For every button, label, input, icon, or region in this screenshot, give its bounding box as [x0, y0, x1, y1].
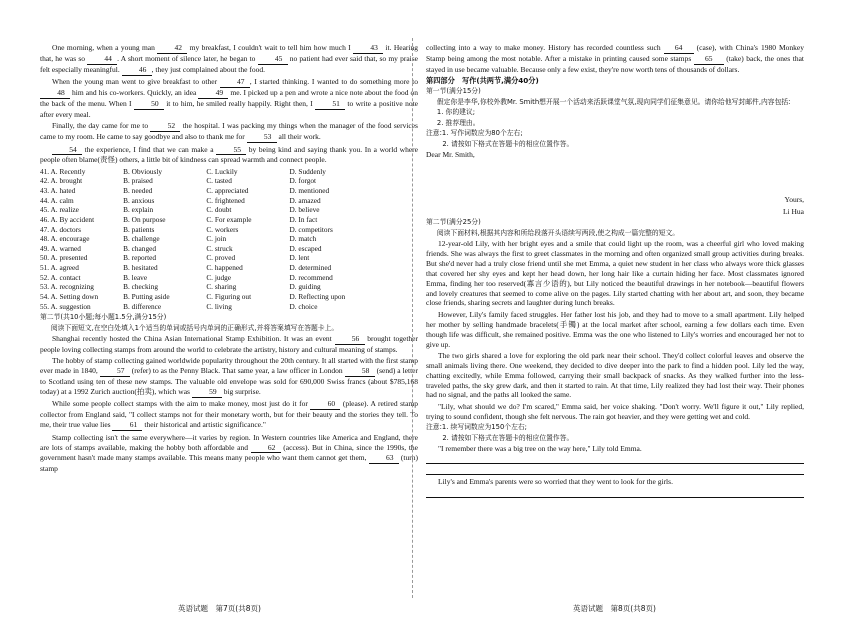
- answer-blank: 51: [315, 99, 345, 110]
- answer-blank: 55: [216, 145, 246, 156]
- story-para-1: 12-year-old Lily, with her bright eyes and a smile that could light up the room, was a cheerful girl who loved making friends. She was always the first to greet classmates in the morning and often organized small group activities during breaks. But she'd never had a truly close friend until she met Emma, a quiet new student in her class who always wore thick glasses that covered her shy eyes and kept her head down, her long hair like a curtain hiding her face. Most classmates ignored Emma, finding her too reserved(寡言少语的), but Lily noticed the beautiful drawings in her notebook—beautiful flowers and lovely creatures that seemed to come alive on the pages. Lily started chatting with her about art, and soon, they became close friends, sharing secrets and laughter during lunch breaks.: [426, 239, 804, 308]
- letter-closing: Yours,: [784, 195, 804, 205]
- answer-blank: 65: [694, 54, 724, 65]
- option-cell: C. struck: [206, 243, 233, 253]
- left-column: [40, 43, 418, 476]
- option-row: [40, 282, 418, 292]
- option-cell: C. For example: [206, 214, 252, 224]
- cloze-para-3: Finally, the day came for me to 52 the hospital. I was packing my things when the manager of the food services came to my room. He came to say goodbye and also to thank me for 53 all their work.: [40, 121, 418, 142]
- answer-blank: 61: [112, 420, 142, 431]
- option-cell: D. choice: [289, 301, 318, 311]
- option-cell: C. workers: [206, 224, 239, 234]
- continuation-note-2: 2. 请按如下格式在答题卡的相应位置作答。: [442, 433, 574, 442]
- option-cell: 43. A. hated: [40, 186, 76, 196]
- story-para-2: However, Lily's family faced struggles. Her father lost his job, and they had to move to a small apartment. Lily helped her mother by selling handmade bracelets(手镯) at the local market after school, earning a few dollars each time. Even though life was difficult, she remained positive. Emma was the one who listened to Lily's worries and encouraged her not to give up.: [426, 309, 804, 349]
- option-row: [40, 167, 418, 177]
- answer-blank: 47: [220, 77, 250, 88]
- option-cell: B. checking: [123, 282, 159, 292]
- continuation-start-2: Lily's and Emma's parents were so worried that they went to look for the girls.: [438, 477, 673, 487]
- answer-blank: 42: [157, 43, 187, 54]
- option-cell: 51. A. agreed: [40, 263, 79, 273]
- writing-note-2: 2. 请按如下格式在答题卡的相应位置作答。: [442, 139, 574, 148]
- option-cell: C. Figuring out: [206, 291, 252, 301]
- section2-title: 第二节(共10小题;每小题1.5分,满分15分): [40, 313, 167, 322]
- writing-sec1-title: 第一节(满分15分): [426, 87, 481, 96]
- writing-sec2-title: 第二节(满分25分): [426, 218, 481, 227]
- answer-blank: 57: [100, 366, 130, 377]
- answer-blank: 46: [122, 65, 152, 76]
- option-cell: 54. A. Setting down: [40, 291, 99, 301]
- option-cell: C. join: [206, 234, 227, 244]
- writing-note-1: 注意:1. 写作词数应为80个左右;: [426, 129, 523, 138]
- option-row: [40, 302, 418, 312]
- grammar-para-4: Stamp collecting isn't the same everywhere—it varies by region. In Western countries like America and England, there are lots of stamps available, making the hobby both affordable and 62 (access). But in China, since the 1990s, the government hasn't made many stamps available. This means many people who want them cannot get them, 63 (turn) stamp: [40, 432, 419, 474]
- letter-signature: Li Hua: [782, 206, 804, 216]
- answer-blank: 58: [345, 366, 375, 377]
- option-cell: 52. A. contact: [40, 272, 81, 282]
- right-column: [426, 43, 804, 500]
- option-cell: D. determined: [289, 263, 332, 273]
- option-cell: D. amazed: [289, 195, 321, 205]
- option-cell: 50. A. presented: [40, 253, 88, 263]
- answer-blank: 59: [192, 387, 222, 398]
- option-cell: B. challenge: [123, 234, 160, 244]
- option-cell: C. judge: [206, 272, 232, 282]
- option-cell: C. tasted: [206, 176, 232, 186]
- options-table: [40, 167, 418, 311]
- answer-blank: 50: [134, 99, 164, 110]
- writing-point-1: 1. 你的建议;: [436, 108, 475, 117]
- option-cell: D. guiding: [289, 282, 321, 292]
- option-cell: D. match: [289, 234, 317, 244]
- option-row: [40, 225, 418, 235]
- answer-blank: 44: [87, 54, 117, 65]
- letter-salutation: Dear Mr. Smith,: [426, 149, 475, 159]
- answer-blank: 48: [40, 88, 70, 99]
- option-cell: D. Suddenly: [289, 166, 326, 176]
- option-cell: B. leave: [123, 272, 148, 282]
- option-row: [40, 273, 418, 283]
- grammar-para-1: Shanghai recently hosted the China Asian International Stamp Exhibition. It was an event 56 brought together people loving collecting stamps from around the world to celebrate the artistry, history and cultural meaning of stamps.: [40, 334, 418, 354]
- option-cell: 47. A. doctors: [40, 224, 81, 234]
- option-cell: B. On purpose: [123, 214, 166, 224]
- option-cell: D. Reflecting upon: [289, 291, 346, 301]
- option-cell: 48. A. encourage: [40, 234, 90, 244]
- answer-blank: 53: [247, 132, 277, 143]
- answer-blank: 52: [150, 121, 180, 132]
- answer-blank: 49: [198, 88, 228, 99]
- page-footer-left: 英语试题 第7页(共8页): [178, 604, 261, 614]
- option-cell: C. happened: [206, 263, 243, 273]
- option-row: [40, 292, 418, 302]
- column-divider: [412, 38, 413, 598]
- answer-blank: 43: [353, 43, 383, 54]
- option-row: [40, 205, 418, 215]
- option-cell: 53. A. recognizing: [40, 282, 94, 292]
- option-cell: B. explain: [123, 205, 154, 215]
- option-cell: C. living: [206, 301, 232, 311]
- answer-blank: 56: [335, 334, 365, 345]
- option-cell: 46. A. By accident: [40, 214, 95, 224]
- writing-point-2: 2. 推荐理由。: [436, 118, 480, 127]
- option-cell: B. hesitated: [123, 263, 158, 273]
- answer-blank: 62: [251, 443, 281, 454]
- option-cell: B. difference: [123, 301, 162, 311]
- option-row: [40, 186, 418, 196]
- answer-blank: 63: [369, 453, 399, 464]
- part4-title: 第四部分 写作(共两节,满分40分): [426, 76, 539, 86]
- answer-blank: 64: [664, 43, 694, 54]
- option-cell: B. needed: [123, 186, 153, 196]
- option-cell: C. proved: [206, 253, 236, 263]
- option-cell: B. anxious: [123, 195, 155, 205]
- letter-body-space: [426, 161, 804, 195]
- option-cell: 49. A. warned: [40, 243, 81, 253]
- option-row: [40, 176, 418, 186]
- cloze-para-1: One morning, when a young man 42 my breakfast, I couldn't wait to tell him how much I 43 it. Hearing that, he was so 44 . A short moment of silence later, he began to 45 no patient had ever said that, so my praise felt especially meaningful. 46 , they just complained about the food.: [40, 43, 419, 74]
- option-row: [40, 244, 418, 254]
- option-row: [40, 263, 418, 273]
- option-cell: D. believe: [289, 205, 320, 215]
- option-row: [40, 215, 418, 225]
- story-para-3: The two girls shared a love for exploring the old park near their school. They'd collect colorful leaves and observe the small animals living there. One weekend, they decided to dive deeper into the park to find a hidden pool. Lily led the way, chatting excitedly, while Emma followed, carrying their small backpack of snacks. As they walked further into the less-traveled paths, the sky grew dark, and then it started to rain. At that time, Lily realized they had lost their way. Their phones had no signal, and the paths all looked the same.: [426, 350, 804, 400]
- option-cell: D. recommend: [289, 272, 333, 282]
- option-cell: B. reported: [123, 253, 156, 263]
- option-cell: D. In fact: [289, 214, 318, 224]
- continuation-start-1: "I remember there was a big tree on the way here," Lily told Emma.: [438, 444, 642, 454]
- answer-blank: 54: [52, 145, 82, 156]
- option-row: [40, 196, 418, 206]
- option-cell: D. competitors: [289, 224, 333, 234]
- option-cell: C. frightened: [206, 195, 245, 205]
- option-cell: D. lent: [289, 253, 310, 263]
- option-cell: C. sharing: [206, 282, 237, 292]
- option-cell: D. forgot: [289, 176, 317, 186]
- cloze-para-2: When the young man went to give breakfast to other 47 , I started thinking. I wanted to do something more to 48 him and his co-workers. Quickly, an idea 49 me. I picked up a pen and wrote a nice note about the food on the back of the menu. When I 50 it to him, he smiled really happily. Right then, I 51 to write a positive note after every meal.: [40, 77, 418, 119]
- option-cell: 44. A. calm: [40, 195, 74, 205]
- answer-line: [426, 466, 804, 475]
- option-cell: B. Putting aside: [123, 291, 170, 301]
- writing-sec1-prompt: 假定你是李华,你校外教Mr. Smith想开展一个活动来活跃课堂气氛,现向同学们征集意见。请你给他写封邮件,内容包括:: [436, 97, 791, 106]
- option-cell: D. mentioned: [289, 186, 330, 196]
- answer-line: [426, 455, 804, 464]
- answer-blank: 60: [310, 399, 340, 410]
- option-row: [40, 253, 418, 263]
- option-cell: 42. A. brought: [40, 176, 83, 186]
- grammar-para-2: The hobby of stamp collecting gained worldwide popularity throughout the 20th century. It all started with the first stamp ever made in 1840, 57 (refer) to as the Penny Black. That same year, a law officer in London 58 (send) a letter to Scotland using ten of these new stamps. The valuable old envelope was sold for 690,000 Swiss francs (about $785,168 today) at a 1992 Zurich auction(拍卖), which was 59 big surprise.: [40, 356, 418, 397]
- option-cell: 45. A. realize: [40, 205, 79, 215]
- story-para-4: "Lily, what should we do? I'm scared," Emma said, her voice shaking. "Don't worry. We'll figure it out," Lily replied, trying to sound confident, though she felt nervous. The rain got heavier, and they were getting wet and cold.: [426, 401, 804, 421]
- option-cell: B. praised: [123, 176, 153, 186]
- option-cell: C. appreciated: [206, 186, 249, 196]
- option-cell: B. patients: [123, 224, 155, 234]
- writing-sec2-instruction: 阅读下面材料,根据其内容和所给段落开头语续写两段,使之构成一篇完整的短文。: [436, 228, 680, 237]
- page-footer-right: 英语试题 第8页(共8页): [573, 604, 656, 614]
- answer-blank: 45: [258, 54, 288, 65]
- section2-instruction: 阅读下面短文,在空白处填入1个适当的单词或括号内单词的正确形式,并将答案填写在答题卡上。: [50, 323, 339, 332]
- option-cell: C. doubt: [206, 205, 232, 215]
- option-cell: B. Obviously: [123, 166, 163, 176]
- continuation-note-1: 注意:1. 续写词数应为150个左右;: [426, 423, 527, 432]
- option-row: [40, 234, 418, 244]
- answer-line: [426, 489, 804, 498]
- option-cell: 41. A. Recently: [40, 166, 86, 176]
- grammar-para-5: collecting into a way to make money. History has recorded countless such 64 (case), with China's 1980 Monkey Stamp being among the most notable. After a mistake in printing caused some stamps 65 (take) back, the ones that stayed in use became valuable. Because only a few exist, they're now worth tens of thousands of dollars.: [426, 43, 804, 74]
- cloze-para-4: 54 the experience, I find that we can make a 55 by being kind and saying thank you. In a world where people often blame(责怪) others, a little bit of kindness can spread warmth and connect people.: [40, 144, 419, 165]
- grammar-para-3: While some people collect stamps with the aim to make money, most just do it for 60 (please). A retired stamp collector from England said, "I collect stamps not for their monetary worth, but for their beauty and the stories they tell. To me, their true value lies 61 their historical and artistic significance.": [40, 399, 418, 430]
- option-cell: 55. A. suggestion: [40, 301, 91, 311]
- option-cell: D. escaped: [289, 243, 322, 253]
- option-cell: B. changed: [123, 243, 156, 253]
- option-cell: C. Luckily: [206, 166, 238, 176]
